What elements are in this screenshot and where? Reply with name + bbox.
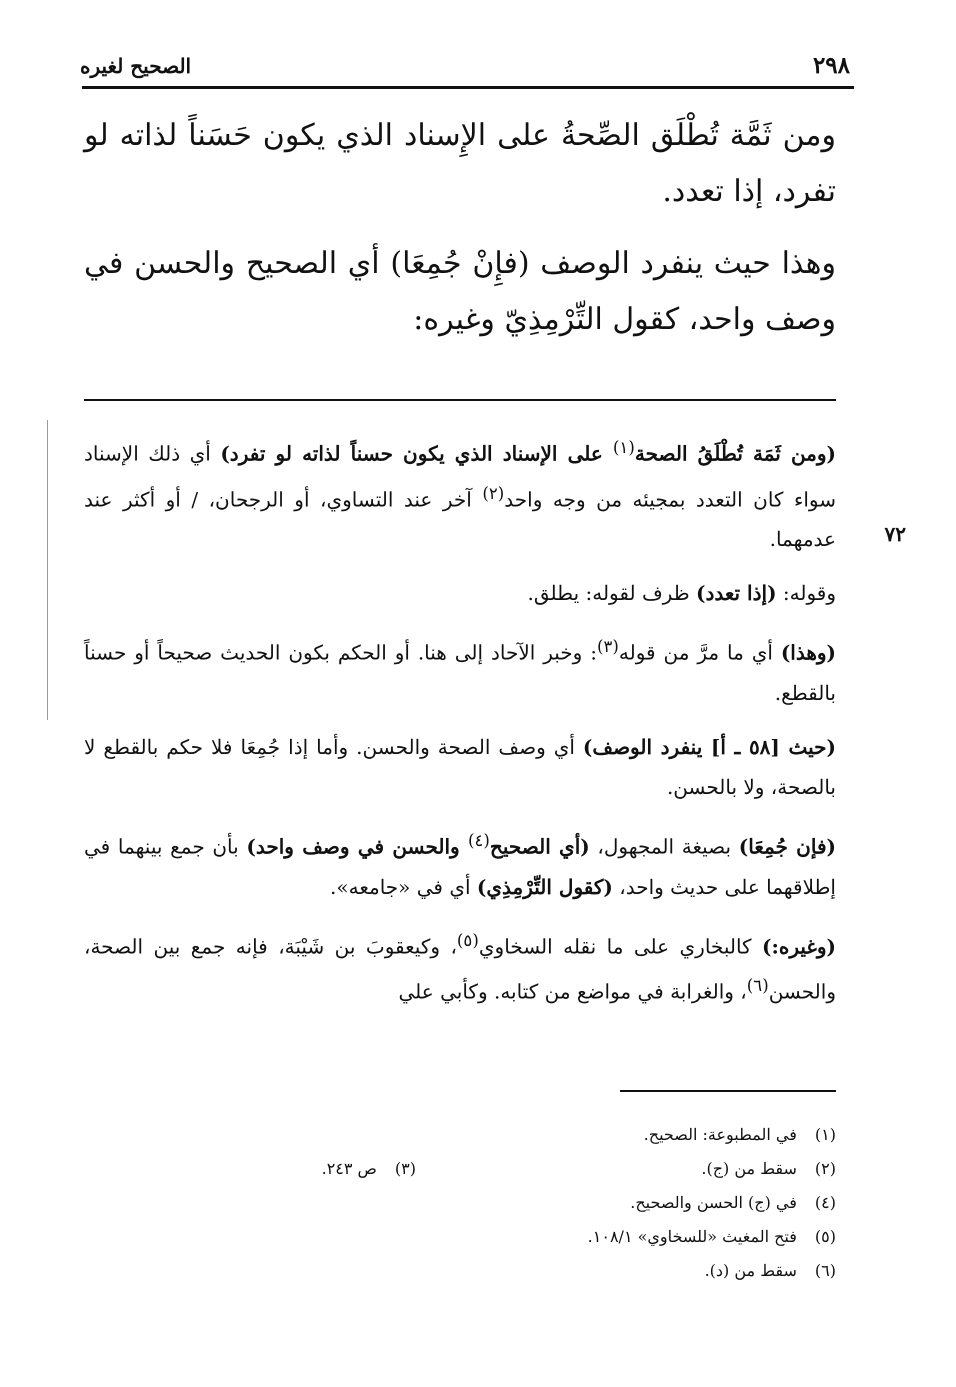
quoted-matn: والحسن في وصف واحد) (246, 834, 468, 859)
footnote-ref: (٦) (746, 976, 769, 996)
footnote-text: ص ٢٤٣. (321, 1159, 377, 1178)
footnotes (84, 1118, 836, 1288)
footnote-number: (٥) (814, 1227, 836, 1246)
quoted-matn: (إذا تعدد) (696, 581, 777, 606)
commentary-text-run: ، والغرابة في مواضع من كتابه. وكأبي علي (398, 979, 747, 1004)
quoted-matn: (أي الصحيح (489, 834, 590, 859)
commentary-text-run: أي ما مرَّ من قوله (618, 640, 781, 665)
footnote-text: سقط من (د). (704, 1261, 797, 1280)
commentary-text-run: ، وكيعقوبَ بن شَيْبَة، فإنه جمع بين الصحة، والحسن (84, 934, 836, 1004)
commentary-text-run: أي ذلك الإسناد سواء كان التعدد بمجيئه من وجه واحد (84, 441, 836, 512)
commentary-text-run: : وخبر الآحاد إلى هنا. أو الحكم بكون الحديث صحيحاً أو حسناً بالقطع. (84, 640, 836, 705)
page-number: ٢٩٨ (812, 52, 850, 79)
footnote-text: في المطبوعة: الصحيح. (643, 1125, 797, 1144)
commentary-paragraph-3 (84, 627, 836, 713)
commentary-text-run: أي وصف الصحة والحسن. وأما إذا جُمِعَا فلا حكم بالقطع لا بالصحة، ولا بالحسن. (84, 734, 836, 799)
running-title: الصحيح لغيره (80, 54, 192, 78)
footnote-ref: (٢) (482, 483, 505, 503)
footnote-number: (٢) (814, 1159, 836, 1178)
manuscript-folio-number: ٧٢ (884, 522, 906, 546)
footnote-3 (322, 1152, 416, 1186)
footnote-ref: (٥) (456, 930, 479, 950)
main-text (84, 108, 836, 364)
commentary-text-run: آخر عند التساوي، أو الرجحان، / أو أكثر عند عدمهما. (84, 487, 836, 552)
footnote-text: سقط من (ج). (701, 1159, 797, 1178)
footnote-1 (84, 1118, 836, 1152)
commentary-text-run: أي في «جامعه». (330, 874, 477, 899)
footnote-row-2-3 (84, 1152, 836, 1186)
quoted-matn: (ومن ثَمَة تُطْلَقُ الصحة (634, 441, 837, 466)
commentary-text-run: ظرف لقوله: يطلق. (527, 581, 696, 606)
commentary-text-run: بصيغة المجهول، (589, 834, 739, 859)
footnote-number: (٤) (814, 1193, 836, 1212)
quoted-matn: (وهذا) (780, 640, 836, 665)
commentary-paragraph-6 (84, 921, 836, 1012)
commentary-text-run: بأن جمع بينهما في إطلاقهما على حديث واحد، (84, 834, 836, 899)
quoted-matn: (وغيره:) (762, 934, 836, 959)
quoted-matn: (حيث [٥٨ ـ أ] ينفرد الوصف) (582, 734, 836, 759)
commentary-paragraph-4 (84, 727, 836, 807)
footnote-number: (٦) (814, 1261, 836, 1280)
footnote-2 (416, 1152, 836, 1186)
footnote-6 (84, 1254, 836, 1288)
quoted-matn: (فإن جُمِعَا) (738, 834, 836, 859)
main-paragraph-2: وهذا حيث ينفرد الوصف (فإِنْ جُمِعَا) أي الصحيح والحسن في وصف واحد، كقول التِّرْمِذِيّ وغيره: (84, 246, 836, 337)
footnote-4 (84, 1186, 836, 1220)
section-separator (84, 399, 836, 401)
footnote-5 (84, 1220, 836, 1254)
header-rule (82, 86, 854, 89)
quoted-matn: على الإسناد الذي يكون حسناً لذاته لو تفرد) (220, 441, 613, 466)
commentary-text-run: كالبخاري على ما نقله السخاوي (478, 934, 763, 959)
quoted-matn: (كقول التِّرْمِذِي) (476, 874, 613, 899)
footnote-ref: (١) (612, 438, 635, 457)
commentary-paragraph-2 (84, 573, 836, 613)
margin-line (47, 420, 48, 720)
commentary-text (84, 428, 836, 1026)
footnote-ref: (٣) (596, 637, 619, 657)
commentary-paragraph-5 (84, 821, 836, 907)
footnote-number: (١) (814, 1125, 836, 1144)
main-paragraph-1: ومن ثَمَّة تُطْلَق الصِّحةُ على الإِسناد الذي يكون حَسَناً لذاته لو تفرد، إذا تعدد. (84, 118, 836, 209)
footnote-ref: (٤) (467, 830, 490, 850)
footnote-text: في (ج) الحسن والصحيح. (630, 1193, 797, 1212)
footnote-text: فتح المغيث «للسخاوي» ١٠٨/١. (587, 1227, 797, 1246)
footnote-number: (٣) (394, 1159, 416, 1178)
commentary-text-run: وقوله: (776, 581, 836, 606)
commentary-paragraph-1 (84, 428, 836, 559)
footnote-rule (620, 1090, 836, 1092)
